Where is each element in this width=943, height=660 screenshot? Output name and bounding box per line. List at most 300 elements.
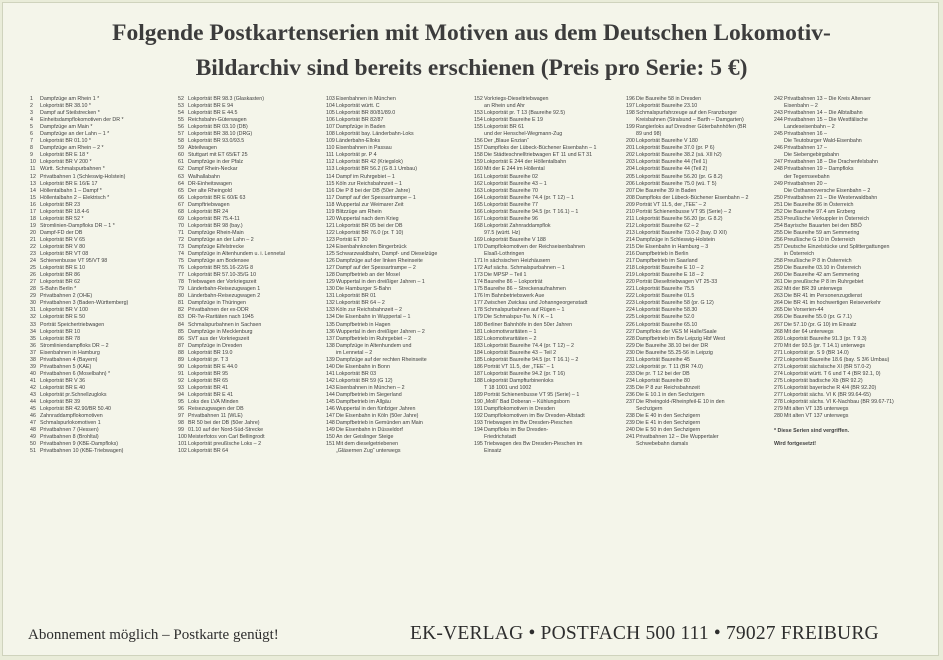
series-title: Eisenbahn – 2 bbox=[784, 103, 818, 110]
series-title: Mit dem dieselgetriebenen bbox=[336, 441, 399, 448]
series-number: 56 bbox=[178, 124, 184, 131]
series-title: Privatbahnen 7 (Hessen) bbox=[40, 427, 99, 434]
series-entry bbox=[626, 272, 748, 279]
series-number: 225 bbox=[626, 314, 635, 321]
series-title: Die E 10.1 in den Sechzigern bbox=[636, 391, 705, 398]
series-number: 30 bbox=[30, 300, 36, 307]
series-entry-continuation bbox=[326, 350, 437, 357]
series-number: 151 bbox=[326, 441, 335, 448]
series-number: 263 bbox=[774, 293, 783, 300]
series-number: 23 bbox=[30, 251, 36, 258]
series-number: 168 bbox=[474, 222, 483, 229]
series-title: Mit der E 244 im Höllental bbox=[484, 166, 545, 173]
series-entry bbox=[178, 145, 285, 152]
series-number: 215 bbox=[626, 243, 635, 250]
series-title: Dampfzüge in Baden bbox=[336, 124, 386, 131]
series-number: 92 bbox=[178, 377, 184, 384]
series-entry bbox=[474, 152, 596, 159]
series-number: 38 bbox=[30, 356, 36, 363]
series-title: im Lennetal – 2 bbox=[336, 349, 373, 356]
series-entry bbox=[178, 117, 285, 124]
series-title: Dampfzüge auf der rechten Rheinseite bbox=[336, 356, 427, 363]
series-title: Lokporträt pr. S 9 (BR 14.0) bbox=[784, 349, 849, 356]
series-title: Lokporträt BR 42.90/BR 50.40 bbox=[40, 406, 111, 413]
series-title: Lokporträt BR 93.0/93.5 bbox=[188, 138, 245, 145]
series-title: Porträt VT 11.5, der „TEE“ – 1 bbox=[484, 363, 555, 370]
series-entry bbox=[30, 279, 128, 286]
series-entry bbox=[178, 195, 285, 202]
series-number: 177 bbox=[474, 300, 483, 307]
series-title: Die Städteschnelltriebwagen ET 11 und ET 31 bbox=[484, 152, 593, 159]
series-title: Die Eisenbahn in Köln (50er Jahre) bbox=[336, 413, 419, 420]
series-number: 18 bbox=[30, 215, 36, 222]
series-number: 267 bbox=[774, 321, 783, 328]
series-entry bbox=[30, 216, 128, 223]
series-number: 33 bbox=[30, 321, 36, 328]
series-entry bbox=[774, 286, 894, 293]
series-title: Lokporträt BR 18.4-6 bbox=[40, 208, 90, 215]
series-number: 279 bbox=[774, 406, 783, 413]
series-number: 210 bbox=[626, 208, 635, 215]
series-entry bbox=[626, 378, 748, 385]
series-number: 104 bbox=[326, 103, 335, 110]
series-number: 10 bbox=[30, 159, 36, 166]
series-number: 275 bbox=[774, 377, 783, 384]
series-title: Lokporträt BR 76.0 (pr. T 10) bbox=[336, 229, 404, 236]
series-title: Lokporträt BR 98 (bay.) bbox=[188, 222, 243, 229]
series-number: 44 bbox=[30, 399, 36, 406]
series-number: 99 bbox=[178, 427, 184, 434]
series-title: Der „Blaue Enzian“ bbox=[484, 138, 529, 145]
series-entry bbox=[774, 110, 894, 117]
series-title: Die Baureihe 86 in Österreich bbox=[784, 201, 854, 208]
series-number: 51 bbox=[30, 448, 36, 455]
series-entry bbox=[474, 399, 596, 406]
series-entry-continuation bbox=[774, 103, 894, 110]
series-title: Triebwagen des Bw Dresden-Pieschen im bbox=[484, 441, 583, 448]
series-number: 213 bbox=[626, 229, 635, 236]
series-title: Höllentalbahn 2 – Elektrisch * bbox=[40, 194, 110, 201]
series-title: Porträt Speichertriebwagen bbox=[40, 321, 105, 328]
series-entry bbox=[474, 392, 596, 399]
series-entry bbox=[474, 216, 596, 223]
series-entry bbox=[626, 251, 748, 258]
series-title: Lokporträt Baureihe 58.30 bbox=[636, 307, 698, 314]
series-title: Lokporträt BR 64 – 2 bbox=[336, 300, 385, 307]
series-title: Privatbahnen 19 – Dampfloks bbox=[784, 166, 854, 173]
series-title: Privatbahnen 16 – bbox=[784, 131, 827, 138]
series-entry bbox=[178, 131, 285, 138]
series-number: 117 bbox=[326, 194, 335, 201]
series-entry bbox=[178, 293, 285, 300]
series-title: Eisenbahnknoten Bingerbrück bbox=[336, 243, 407, 250]
series-title: Im Bahnbetriebswerk Aue bbox=[484, 293, 545, 300]
series-entry bbox=[774, 371, 894, 378]
series-number: 183 bbox=[474, 342, 483, 349]
series-entry bbox=[30, 145, 128, 152]
series-title: Dampflokomotiven in Dresden bbox=[484, 406, 555, 413]
series-number: 4 bbox=[30, 117, 33, 124]
series-entry bbox=[626, 223, 748, 230]
series-number: 221 bbox=[626, 286, 635, 293]
series-title: Die Hamburger S-Bahn bbox=[336, 286, 392, 293]
series-title: Privatbahnen 6 (Moselbahn) * bbox=[40, 370, 111, 377]
series-entry bbox=[326, 385, 437, 392]
series-entry bbox=[626, 427, 748, 434]
series-number: 63 bbox=[178, 173, 184, 180]
series-entry bbox=[474, 124, 596, 131]
sold-out-note: * Diese Serien sind vergriffen. bbox=[774, 428, 850, 435]
series-title: Lokporträt BR 52 * bbox=[40, 215, 84, 222]
series-entry bbox=[30, 258, 128, 265]
series-entry bbox=[626, 230, 748, 237]
series-number: 58 bbox=[178, 138, 184, 145]
series-title: Lokporträt pr. T 3 bbox=[188, 356, 229, 363]
series-entry bbox=[626, 103, 748, 110]
series-title: Die P 8 bei der DB (50er Jahre) bbox=[336, 187, 411, 194]
series-title: Lokporträt BR E 18 * bbox=[40, 152, 89, 159]
series-entry bbox=[774, 343, 894, 350]
series-title: Höllentalbahn 1 – Dampf * bbox=[40, 187, 102, 194]
series-title: Schienenbusse VT 95/VT 98 bbox=[40, 258, 108, 265]
series-number: 244 bbox=[774, 117, 783, 124]
series-entry bbox=[30, 230, 128, 237]
series-number: 139 bbox=[326, 356, 335, 363]
series-entry bbox=[178, 272, 285, 279]
series-number: 153 bbox=[474, 110, 483, 117]
series-title: Dampflokomotiven der Reichseisenbahnen bbox=[484, 243, 585, 250]
series-title: Lokporträt BR 10 bbox=[40, 328, 81, 335]
series-entry bbox=[626, 343, 748, 350]
series-entry-continuation bbox=[474, 251, 596, 258]
series-entry bbox=[178, 216, 285, 223]
series-title: Schmalspurbahnen auf Rügen – 1 bbox=[484, 307, 565, 314]
series-number: 254 bbox=[774, 222, 783, 229]
series-title: Mit alten VT 137 unterwegs bbox=[784, 413, 849, 420]
series-title: Lokporträt Baureihe 02 bbox=[484, 173, 538, 180]
series-entry bbox=[774, 272, 894, 279]
series-entry bbox=[774, 223, 894, 230]
series-entry bbox=[326, 258, 437, 265]
series-number: 257 bbox=[774, 243, 783, 250]
series-title: Blitzzüge am Rhein bbox=[336, 208, 382, 215]
series-title: Schmalspurfahrzeuge auf den Franzburger bbox=[636, 110, 737, 117]
series-entry bbox=[326, 138, 437, 145]
series-title: Lokporträt BR 98.3 (Glaskasten) bbox=[188, 96, 264, 102]
series-entry bbox=[30, 188, 128, 195]
series-number: 163 bbox=[474, 187, 483, 194]
series-title: Lokporträt Baureihe 45 bbox=[636, 356, 690, 363]
series-number: 199 bbox=[626, 124, 635, 131]
series-title: Dampfzüge an der Lahn – 2 bbox=[188, 236, 254, 243]
series-number: 55 bbox=[178, 117, 184, 124]
series-column-3 bbox=[326, 96, 437, 455]
series-entry bbox=[474, 159, 596, 166]
series-title: Wuppertal zur Weimarer Zeit bbox=[336, 201, 404, 208]
series-title: Eisenbahnen in München bbox=[336, 96, 396, 102]
series-number: 60 bbox=[178, 152, 184, 159]
series-number: 188 bbox=[474, 377, 483, 384]
series-entry bbox=[178, 174, 285, 181]
series-entry bbox=[774, 399, 894, 406]
series-entry bbox=[474, 314, 596, 321]
series-entry bbox=[30, 138, 128, 145]
series-entry bbox=[474, 117, 596, 124]
series-title: Dampfzüge auf der linken Rheinseite bbox=[336, 258, 423, 265]
series-entry bbox=[474, 96, 596, 103]
series-entry bbox=[326, 103, 437, 110]
series-number: 251 bbox=[774, 201, 783, 208]
series-number: 101 bbox=[178, 441, 187, 448]
series-title: Lokporträt Baureihe V 180 bbox=[636, 138, 698, 145]
series-number: 75 bbox=[178, 258, 184, 265]
series-title: Privatbahnen 17 – bbox=[784, 145, 827, 152]
series-title: Wuppertal nach dem Krieg bbox=[336, 215, 399, 222]
series-entry-continuation bbox=[774, 188, 894, 195]
series-title: Privatbahnen 20 – bbox=[784, 180, 827, 187]
series-entry bbox=[326, 216, 437, 223]
series-title: Lokporträt BR E 16/E 17 bbox=[40, 180, 98, 187]
series-entry bbox=[474, 244, 596, 251]
series-title: Lokporträt BR E 60/E 63 bbox=[188, 194, 246, 201]
series-title: Privatbahnen der ex-DDR bbox=[188, 307, 249, 314]
series-number: 77 bbox=[178, 272, 184, 279]
series-title: Lokporträt BR 03.10 (DB) bbox=[188, 124, 248, 131]
series-entry bbox=[30, 378, 128, 385]
series-number: 233 bbox=[626, 370, 635, 377]
series-entry bbox=[626, 159, 748, 166]
series-title: Einheitsdampflokomotiven der DR * bbox=[40, 117, 124, 124]
series-number: 154 bbox=[474, 117, 483, 124]
series-number: 85 bbox=[178, 328, 184, 335]
series-entry bbox=[30, 385, 128, 392]
series-title: Lokporträt württ. T 6 und T 4 (BR 92.1, 0) bbox=[784, 370, 881, 377]
series-number: 236 bbox=[626, 391, 635, 398]
series-number: 45 bbox=[30, 406, 36, 413]
series-number: 20 bbox=[30, 229, 36, 236]
series-number: 25 bbox=[30, 265, 36, 272]
series-title: Einsatz bbox=[484, 448, 502, 455]
series-entry bbox=[326, 166, 437, 173]
series-title: Länderbahn-Reisezugwagen 1 bbox=[188, 286, 261, 293]
series-title: Lokporträt BR 57.10-35/G 10 bbox=[188, 272, 257, 279]
series-number: 205 bbox=[626, 173, 635, 180]
series-title: Dampf-FD der DB bbox=[40, 229, 83, 236]
series-entry bbox=[326, 329, 437, 336]
series-number: 127 bbox=[326, 265, 335, 272]
series-number: 50 bbox=[30, 441, 36, 448]
series-entry-continuation bbox=[326, 448, 437, 455]
series-title: Die Schmalspur-Tw. N / K – 1 bbox=[484, 314, 554, 321]
series-entry bbox=[474, 188, 596, 195]
series-number: 160 bbox=[474, 166, 483, 173]
series-entry bbox=[326, 272, 437, 279]
series-number: 112 bbox=[326, 159, 335, 166]
series-number: 103 bbox=[326, 96, 335, 102]
series-title: 97.5 (württ. Hz) bbox=[484, 229, 521, 236]
series-title: Lokporträt Baureihe 62 – 2 bbox=[636, 222, 699, 229]
series-number: 224 bbox=[626, 307, 635, 314]
series-entry bbox=[326, 371, 437, 378]
series-title: BR 50 bei der DB (50er Jahre) bbox=[188, 420, 260, 427]
series-title: Lokporträt BR 80/81/89.0 bbox=[336, 110, 396, 117]
series-number: 220 bbox=[626, 279, 635, 286]
series-title: Württ. Schmalspurbahnen * bbox=[40, 166, 105, 173]
series-number: 272 bbox=[774, 356, 783, 363]
series-number: 134 bbox=[326, 314, 335, 321]
series-number: 91 bbox=[178, 370, 184, 377]
series-title: Lokporträt Baureihe 94.2 (pr. T 16) bbox=[484, 370, 566, 377]
series-title: Köln zur Reichsbahnzeit – 2 bbox=[336, 307, 402, 314]
series-title: T 18 1001 und 1002 bbox=[484, 384, 532, 391]
series-number: 132 bbox=[326, 300, 335, 307]
series-title: Privatbahnen 12 – Die Wuppertaler bbox=[636, 434, 719, 441]
series-number: 174 bbox=[474, 279, 483, 286]
series-title: Mit der 64 unterwegs bbox=[784, 328, 834, 335]
series-entry bbox=[30, 357, 128, 364]
series-entry bbox=[474, 258, 596, 265]
series-entry bbox=[30, 322, 128, 329]
series-entry bbox=[178, 300, 285, 307]
series-title: Die P 8 zur Reichsbahnzeit bbox=[636, 384, 700, 391]
series-number: 148 bbox=[326, 420, 335, 427]
series-number: 191 bbox=[474, 406, 483, 413]
series-number: 212 bbox=[626, 222, 635, 229]
series-entry bbox=[626, 322, 748, 329]
series-entry bbox=[30, 202, 128, 209]
series-title: Lokporträt Zahnraddampflok bbox=[484, 222, 551, 229]
series-entry bbox=[178, 371, 285, 378]
series-number: 246 bbox=[774, 145, 783, 152]
series-entry bbox=[774, 350, 894, 357]
series-title: Dampfzüge in der Pfalz bbox=[188, 159, 244, 166]
series-title: Lokporträt BR V 200 * bbox=[40, 159, 92, 166]
continued-note: Wird fortgesetzt! bbox=[774, 441, 817, 448]
series-title: Der alte Rheingold bbox=[188, 187, 232, 194]
series-title: Lokporträt pr. P 4 bbox=[336, 152, 377, 159]
series-entry bbox=[30, 364, 128, 371]
series-entry bbox=[474, 286, 596, 293]
series-title: Dampfbetrieb im Saarland bbox=[636, 258, 698, 265]
series-title: Lokporträt BR E 41 bbox=[188, 391, 234, 398]
series-number: 162 bbox=[474, 180, 483, 187]
series-title: Länderbahn-Reisezugwagen 2 bbox=[188, 293, 261, 300]
series-entry bbox=[326, 413, 437, 420]
series-title: Die Baureihe 58 in Dresden bbox=[636, 96, 702, 102]
series-entry bbox=[326, 117, 437, 124]
series-entry-continuation bbox=[774, 138, 894, 145]
series-entry bbox=[774, 159, 894, 166]
series-entry bbox=[474, 293, 596, 300]
series-entry bbox=[178, 258, 285, 265]
series-entry bbox=[474, 350, 596, 357]
series-number: 259 bbox=[774, 265, 783, 272]
series-title: Mit der BR 39 unterwegs bbox=[784, 286, 843, 293]
series-number: 26 bbox=[30, 272, 36, 279]
series-entry bbox=[326, 174, 437, 181]
series-entry bbox=[474, 195, 596, 202]
series-number: 13 bbox=[30, 180, 36, 187]
series-entry bbox=[626, 329, 748, 336]
series-entry bbox=[326, 145, 437, 152]
series-entry bbox=[326, 223, 437, 230]
series-title: Dampfzüge in Mecklenburg bbox=[188, 328, 253, 335]
series-title: Baureihe 86 – Lokporträt bbox=[484, 279, 543, 286]
series-entry bbox=[326, 96, 437, 103]
series-entry bbox=[178, 244, 285, 251]
series-title: Lokporträt BR 78 bbox=[40, 335, 81, 342]
series-title: Privatbahnen 3 (Baden-Württemberg) bbox=[40, 300, 129, 307]
series-number: 239 bbox=[626, 420, 635, 427]
series-number: 94 bbox=[178, 391, 184, 398]
series-title: 01.10 auf der Nord-Süd-Strecke bbox=[188, 427, 264, 434]
series-title: Dampfbetrieb im Bw Leipzig Hbf West bbox=[636, 335, 726, 342]
series-number: 202 bbox=[626, 152, 635, 159]
series-entry bbox=[178, 448, 285, 455]
series-number: 47 bbox=[30, 420, 36, 427]
series-title: Berliner Bahnhöfe in den 50er Jahren bbox=[484, 321, 573, 328]
series-title: Elsaß-Lothringen bbox=[484, 251, 525, 258]
series-entry bbox=[474, 202, 596, 209]
series-title: Abteilwagen bbox=[188, 145, 217, 152]
series-number: 28 bbox=[30, 286, 36, 293]
series-title: DR-Tw-Raritäten nach 1945 bbox=[188, 314, 254, 321]
series-entry bbox=[774, 329, 894, 336]
series-title: Lokporträt BR 23 bbox=[40, 201, 81, 208]
series-title: Lokporträt pr.Schnellzugloks bbox=[40, 391, 107, 398]
series-number: 43 bbox=[30, 391, 36, 398]
series-entry bbox=[626, 145, 748, 152]
series-title: Die Baureihe 42 am Semmering bbox=[784, 272, 860, 279]
series-title: Lokporträt E 244 der Höllentalbahn bbox=[484, 159, 567, 166]
series-entry-continuation bbox=[474, 131, 596, 138]
series-number: 159 bbox=[474, 159, 483, 166]
series-title: Die Baureihe 39 in Baden bbox=[636, 187, 697, 194]
series-title: Dampfzüge in Dresden bbox=[188, 342, 243, 349]
series-number: 93 bbox=[178, 384, 184, 391]
series-number: 137 bbox=[326, 335, 335, 342]
series-entry bbox=[30, 251, 128, 258]
series-entry bbox=[326, 322, 437, 329]
series-number: 74 bbox=[178, 251, 184, 258]
series-title: Lokporträt pr. T 11 (BR 74.0) bbox=[636, 363, 703, 370]
series-number: 140 bbox=[326, 363, 335, 370]
series-number: 133 bbox=[326, 307, 335, 314]
series-entry bbox=[774, 244, 894, 251]
series-entry bbox=[30, 293, 128, 300]
series-number: 46 bbox=[30, 413, 36, 420]
series-entry bbox=[30, 314, 128, 321]
series-title: Dampfzüge in Schleswig-Holstein bbox=[636, 236, 715, 243]
series-title: Lokporträt BR V 65 bbox=[40, 236, 86, 243]
series-title: Lokporträt BR E 10 bbox=[40, 265, 86, 272]
series-entry bbox=[30, 96, 128, 103]
series-column-6 bbox=[774, 96, 894, 449]
series-number: 95 bbox=[178, 399, 184, 406]
series-number: 22 bbox=[30, 243, 36, 250]
series-entry bbox=[626, 385, 748, 392]
series-title: Die Baureihe 38.10 bei der DR bbox=[636, 342, 709, 349]
series-title: Die 57.10 (pr. G 10) im Einsatz bbox=[784, 321, 857, 328]
series-title: Wuppertal in den dreißiger Jahren – 1 bbox=[336, 279, 425, 286]
series-number: 192 bbox=[474, 413, 483, 420]
series-entry bbox=[178, 96, 285, 103]
series-title: „Molli“ Bad Doberan – Kühlungsborn bbox=[484, 399, 570, 406]
series-entry-continuation bbox=[474, 230, 596, 237]
series-title: Dampf auf der Spessartrampe – 2 bbox=[336, 265, 416, 272]
series-title: Lokporträt Baureihe 44 (Teil 2) bbox=[636, 166, 708, 173]
series-entry bbox=[626, 336, 748, 343]
